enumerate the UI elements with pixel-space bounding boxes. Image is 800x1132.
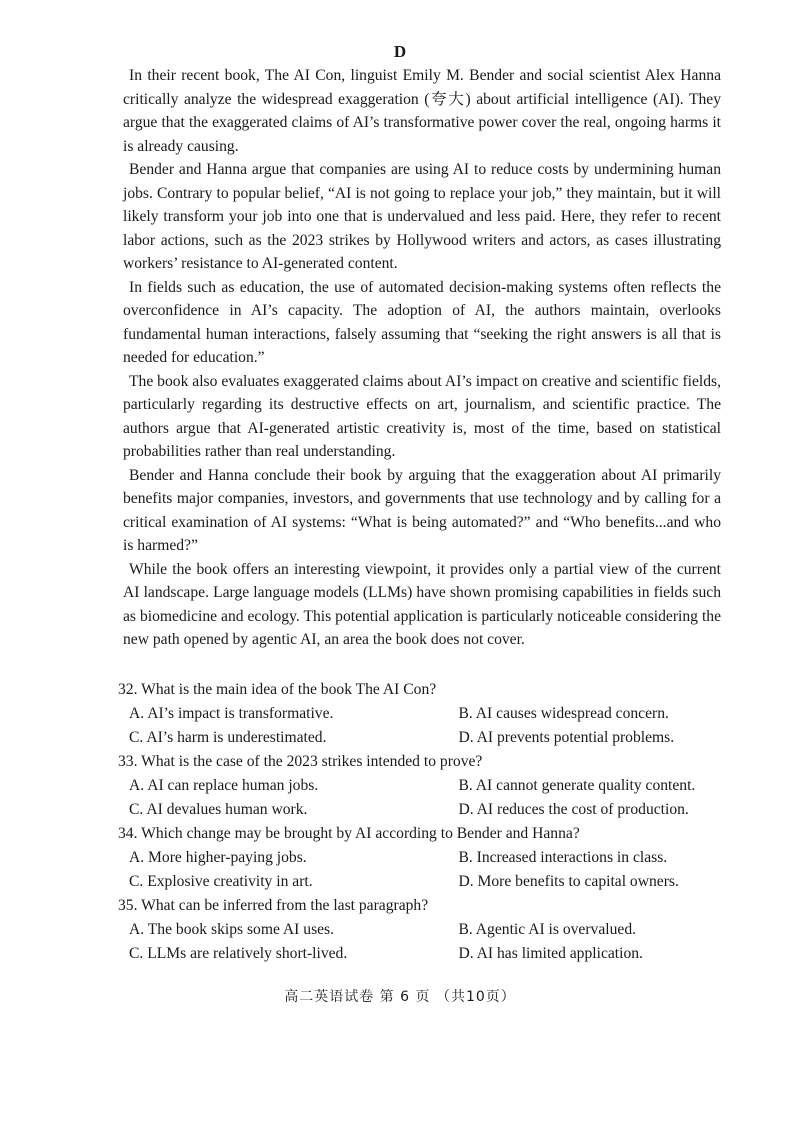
option-a: A. More higher-paying jobs. [129,849,307,866]
question-32 [118,678,728,750]
option-c: C. AI’s harm is underestimated. [129,729,327,746]
paragraph-5: Bender and Hanna conclude their book by arguing that the exaggeration about AI primarily benefits major companies, investors, and governments that use technology and by calling for a critical examination of AI systems: “What is being automated?” and “Who benefits...and who is harmed?” [123,466,721,554]
option-c: C. Explosive creativity in art. [129,873,313,890]
question-stem: 32. What is the main idea of the book The AI Con? [118,681,437,698]
option-d: D. AI has limited application. [458,945,643,962]
option-b: B. AI causes widespread concern. [458,705,669,722]
option-a: A. AI can replace human jobs. [129,777,319,794]
question-33 [118,750,728,822]
option-c: C. AI devalues human work. [129,801,308,818]
reading-passage [123,64,721,652]
page-footer: 高二英语试卷 第 6 页 （共10页） [284,989,516,1005]
option-d: D. More benefits to capital owners. [458,873,679,890]
question-list [118,678,728,966]
question-stem: 34. Which change may be brought by AI according to Bender and Hanna? [118,825,580,842]
question-stem: 33. What is the case of the 2023 strikes intended to prove? [118,753,483,770]
question-34 [118,822,728,894]
option-b: B. AI cannot generate quality content. [458,777,696,794]
option-d: D. AI prevents potential problems. [458,729,675,746]
option-c: C. LLMs are relatively short-lived. [129,945,348,962]
question-stem: 35. What can be inferred from the last paragraph? [118,897,429,914]
option-a: A. The book skips some AI uses. [129,921,335,938]
paragraph-6: While the book offers an interesting viewpoint, it provides only a partial view of the current AI landscape. Large language models (LLMs) have shown promising capabilities in fields such as biomedicine and ecology. This potential application is particularly noticeable considering the new path opened by agentic AI, an area the book does not cover. [123,560,721,648]
option-a: A. AI’s impact is transformative. [129,705,334,722]
paragraph-2: Bender and Hanna argue that companies are using AI to reduce costs by undermining human jobs. Contrary to popular belief, “AI is not going to replace your job,” they maintain, but it will likely transform your job into one that is undervalued and less paid. Here, they refer to recent labor actions, such as the 2023 strikes by Hollywood writers and actors, as cases illustrating workers’ resistance to AI-generated content. [123,161,721,272]
paragraph-1: In their recent book, The AI Con, linguist Emily M. Bender and social scientist Alex Hanna critically analyze the widespread exaggeration (夸大) about artificial intelligence (AI). They argue that the exaggerated claims of AI’s transformative power cover the real, ongoing harms it is already causing. [123,67,721,155]
passage-label: D [393,42,407,61]
question-35 [118,894,728,966]
option-b: B. Increased interactions in class. [458,849,668,866]
paragraph-3: In fields such as education, the use of automated decision-making systems often reflects the overconfidence in AI’s capacity. The adoption of AI, the authors maintain, overlooks fundamental human interactions, falsely assuming that “seeking the right answers is all that is needed for education.” [123,278,721,366]
option-b: B. Agentic AI is overvalued. [458,921,637,938]
option-d: D. AI reduces the cost of production. [458,801,689,818]
paragraph-4: The book also evaluates exaggerated claims about AI’s impact on creative and scientific fields, particularly regarding its destructive effects on art, journalism, and scientific practice. The authors argue that AI-generated artistic creativity is, most of the time, based on statistical probabilities rather than real understanding. [123,372,721,460]
